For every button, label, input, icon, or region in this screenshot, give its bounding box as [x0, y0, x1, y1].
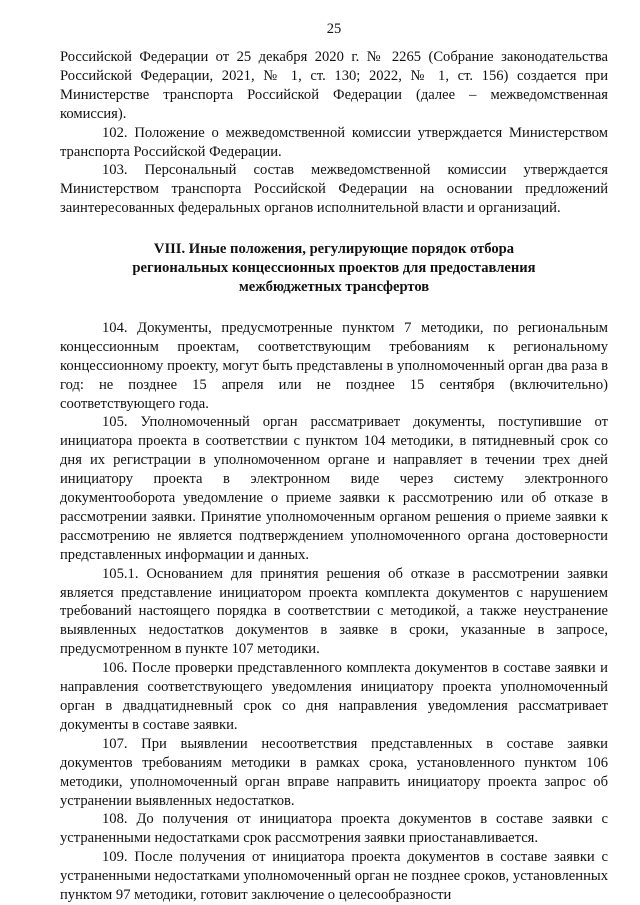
section-heading-line: VIII. Иные положения, регулирующие порядок отбора — [153, 241, 515, 258]
paragraph-105: 105. Уполномоченный орган рассматривает документы, поступившие от инициатора проекта в соответствии с пунктом 104 методики, в пятидневный срок со дня их регистрации в уполномоченном органе и направляет в течении трех дней инициатору проекта в электронном виде через систему электронного документооборота уведомление о приеме заявки к рассмотрению или об отказе в рассмотрении заявки. Принятие уполномоченным органом решения о приеме заявки к рассмотрению не является подтверждением уполномоченного органа достоверности представленных информации и данных. — [60, 414, 608, 563]
paragraph-continuation: Российской Федерации от 25 декабря 2020 г. № 2265 (Собрание законодательства Российской Федерации, 2021, № 1, ст. 130; 2022, № 1, ст. 156) создается при Министерстве транспорта Российской Федерации (далее – межведомственная комиссия). — [60, 49, 608, 122]
paragraph-105-1: 105.1. Основанием для принятия решения об отказе в рассмотрении заявки является представление инициатором проекта комплекта документов с нарушением требований настоящего порядка в соответствии с методикой, а также неустранение выявленных недостатков документов в заявке в сроки, указанные в запросе, предусмотренном в пункте 107 методики. — [60, 565, 608, 658]
paragraph-104: 104. Документы, предусмотренные пунктом 7 методики, по региональным концессионным проектам, соответствующим требованиям к региональному концессионному проекту, могут быть представлены в уполномоченный орган два раза в год: не позднее 15 апреля или не позднее 15 сентября (включительно) соответствующего года. — [60, 319, 608, 412]
section-heading-line: региональных концессионных проектов для предоставления — [132, 260, 536, 277]
paragraph-103: 103. Персональный состав межведомственной комиссии утверждается Министерством транспорта Российской Федерации на основании предложений заинтересованных федеральных органов исполнительной власти и организаций. — [60, 162, 608, 217]
page-number: 25 — [326, 21, 342, 37]
section-heading — [90, 240, 578, 297]
paragraph-107: 107. При выявлении несоответствия представленных в составе заявки документов требованиям методики в рамках срока, установленного пунктом 106 методики, уполномоченный орган вправе направить инициатору проекта запрос об устранении выявленных недостатков. — [60, 735, 608, 809]
paragraph-102: 102. Положение о межведомственной комиссии утверждается Министерством транспорта Российской Федерации. — [60, 124, 608, 160]
section-heading-line: межбюджетных трансфертов — [238, 278, 430, 295]
paragraph-109: 109. После получения от инициатора проекта документов в составе заявки с устраненными недостатками уполномоченный орган не позднее сроков, установленных пунктом 97 методики, готовит заключение о целесообразности — [60, 849, 608, 904]
paragraph-108: 108. До получения от инициатора проекта документов в составе заявки с устраненными недостатками срок рассмотрения заявки приостанавливается. — [60, 811, 608, 847]
paragraph-106: 106. После проверки представленного комплекта документов в составе заявки и направления соответствующего уведомления инициатору проекта уполномоченный орган в двадцатидневный срок со дня направления уведомления рассматривает документы в составе заявки. — [60, 660, 608, 733]
document-page — [60, 20, 608, 905]
